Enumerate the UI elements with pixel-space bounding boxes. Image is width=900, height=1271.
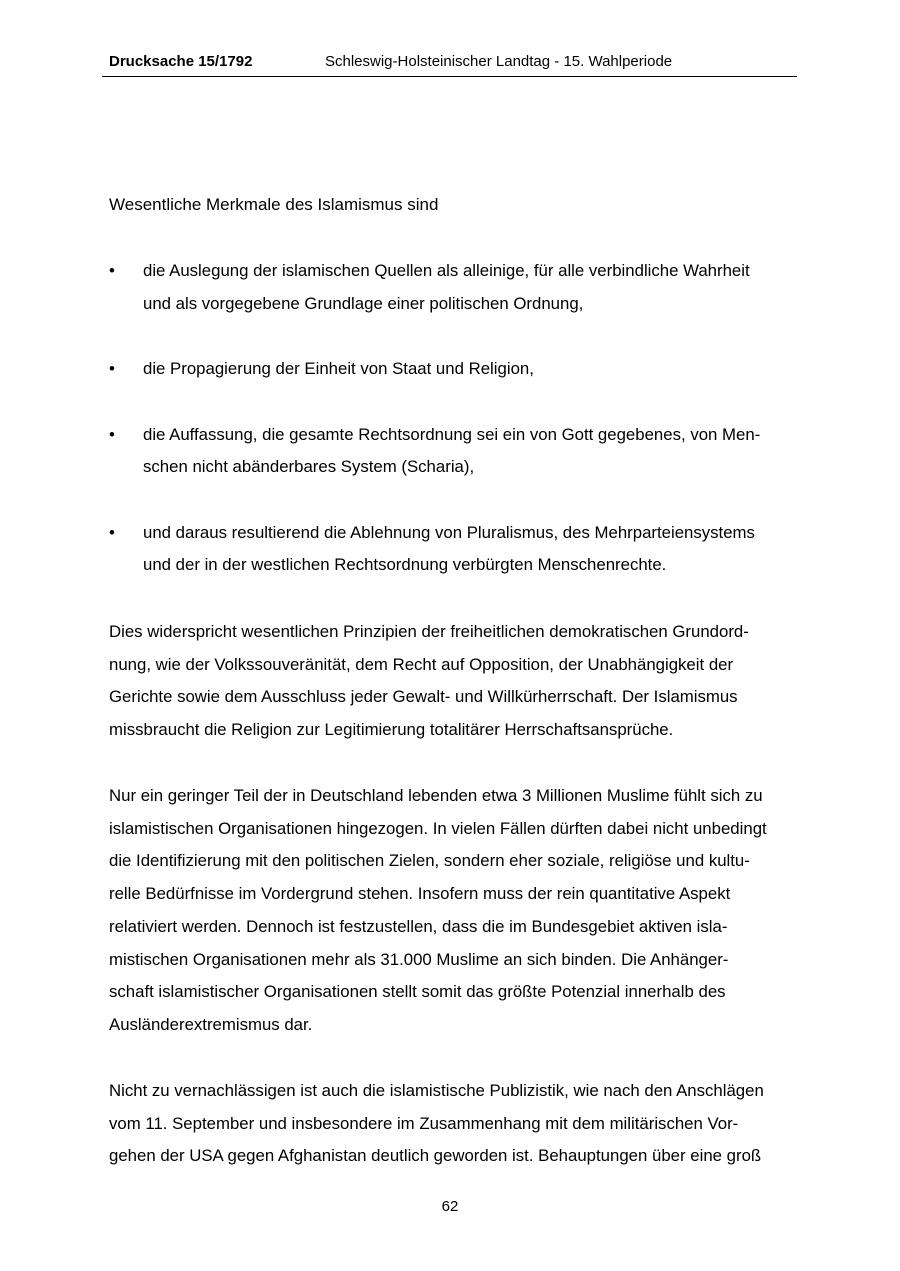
paragraph-line: gehen der USA gegen Afghanistan deutlich geworden ist. Behauptungen über eine groß	[109, 1146, 762, 1166]
bullet-icon: •	[109, 424, 115, 444]
bullet-list	[109, 255, 799, 582]
bullet-icon: •	[109, 261, 115, 280]
bullet-icon: •	[109, 359, 115, 378]
header-title: Schleswig-Holsteinischer Landtag - 15. Wahlperiode	[325, 53, 673, 70]
paragraph-line: Gerichte sowie dem Ausschluss jeder Gewalt- und Willkürherrschaft. Der Islamismus	[109, 687, 738, 707]
page-number: 62	[441, 1198, 459, 1215]
paragraph-line: schaft islamistischer Organisationen stellt somit das größte Potenzial innerhalb des	[109, 982, 726, 1002]
paragraph-line: islamistischen Organisationen hingezogen. In vielen Fällen dürften dabei nicht unbedingt	[109, 818, 767, 838]
paragraph-line: vom 11. September und insbesondere im Zusammenhang mit dem militärischen Vor-	[109, 1113, 739, 1133]
bullet-item	[109, 517, 799, 582]
bullet-icon: •	[109, 522, 115, 542]
paragraph-line: nung, wie der Volkssouveränität, dem Recht auf Opposition, der Unabhängigkeit der	[109, 654, 734, 674]
bullet-line: und als vorgegebene Grundlage einer politischen Ordnung,	[143, 293, 584, 313]
bullet-item	[109, 353, 799, 386]
paragraph-line: relle Bedürfnisse im Vordergrund stehen. Insofern muss der rein quantitative Aspekt	[109, 884, 731, 904]
bullet-line: schen nicht abänderbares System (Scharia),	[143, 457, 475, 476]
paragraph-line: Nicht zu vernachlässigen ist auch die islamistische Publizistik, wie nach den Anschlägen	[109, 1081, 764, 1100]
paragraph-line: die Identifizierung mit den politischen Zielen, sondern eher soziale, religiöse und kultu-	[109, 851, 750, 871]
paragraph-line: Nur ein geringer Teil der in Deutschland lebenden etwa 3 Millionen Muslime fühlt sich zu	[109, 786, 763, 805]
paragraph-principles	[109, 616, 801, 747]
bullet-line: die Auslegung der islamischen Quellen als alleinige, für alle verbindliche Wahrheit	[143, 261, 750, 280]
paragraph-muslims	[109, 780, 801, 1042]
document-number: Drucksache 15/1792	[109, 53, 253, 70]
paragraph-publicistics	[109, 1075, 801, 1173]
bullet-line: die Auffassung, die gesamte Rechtsordnung sei ein von Gott gegebenes, von Men-	[143, 424, 761, 444]
intro-text: Wesentliche Merkmale des Islamismus sind	[109, 195, 439, 214]
paragraph-line: Ausländerextremismus dar.	[109, 1014, 313, 1034]
paragraph-line: relativiert werden. Dennoch ist festzustellen, dass die im Bundesgebiet aktiven isla-	[109, 916, 728, 936]
bullet-line: und daraus resultierend die Ablehnung von Pluralismus, des Mehrparteiensystems	[143, 522, 755, 542]
paragraph-line: missbraucht die Religion zur Legitimierung totalitärer Herrschaftsansprüche.	[109, 720, 674, 740]
paragraph-line: mistischen Organisationen mehr als 31.000 Muslime an sich binden. Die Anhänger-	[109, 949, 729, 969]
bullet-line: die Propagierung der Einheit von Staat und Religion,	[143, 359, 534, 378]
paragraph-line: Dies widerspricht wesentlichen Prinzipien der freiheitlichen demokratischen Grundord-	[109, 622, 749, 641]
bullet-item	[109, 419, 799, 484]
page-header	[102, 50, 797, 77]
bullet-item	[109, 255, 799, 320]
bullet-line: und der in der westlichen Rechtsordnung verbürgten Menschenrechte.	[143, 555, 667, 574]
